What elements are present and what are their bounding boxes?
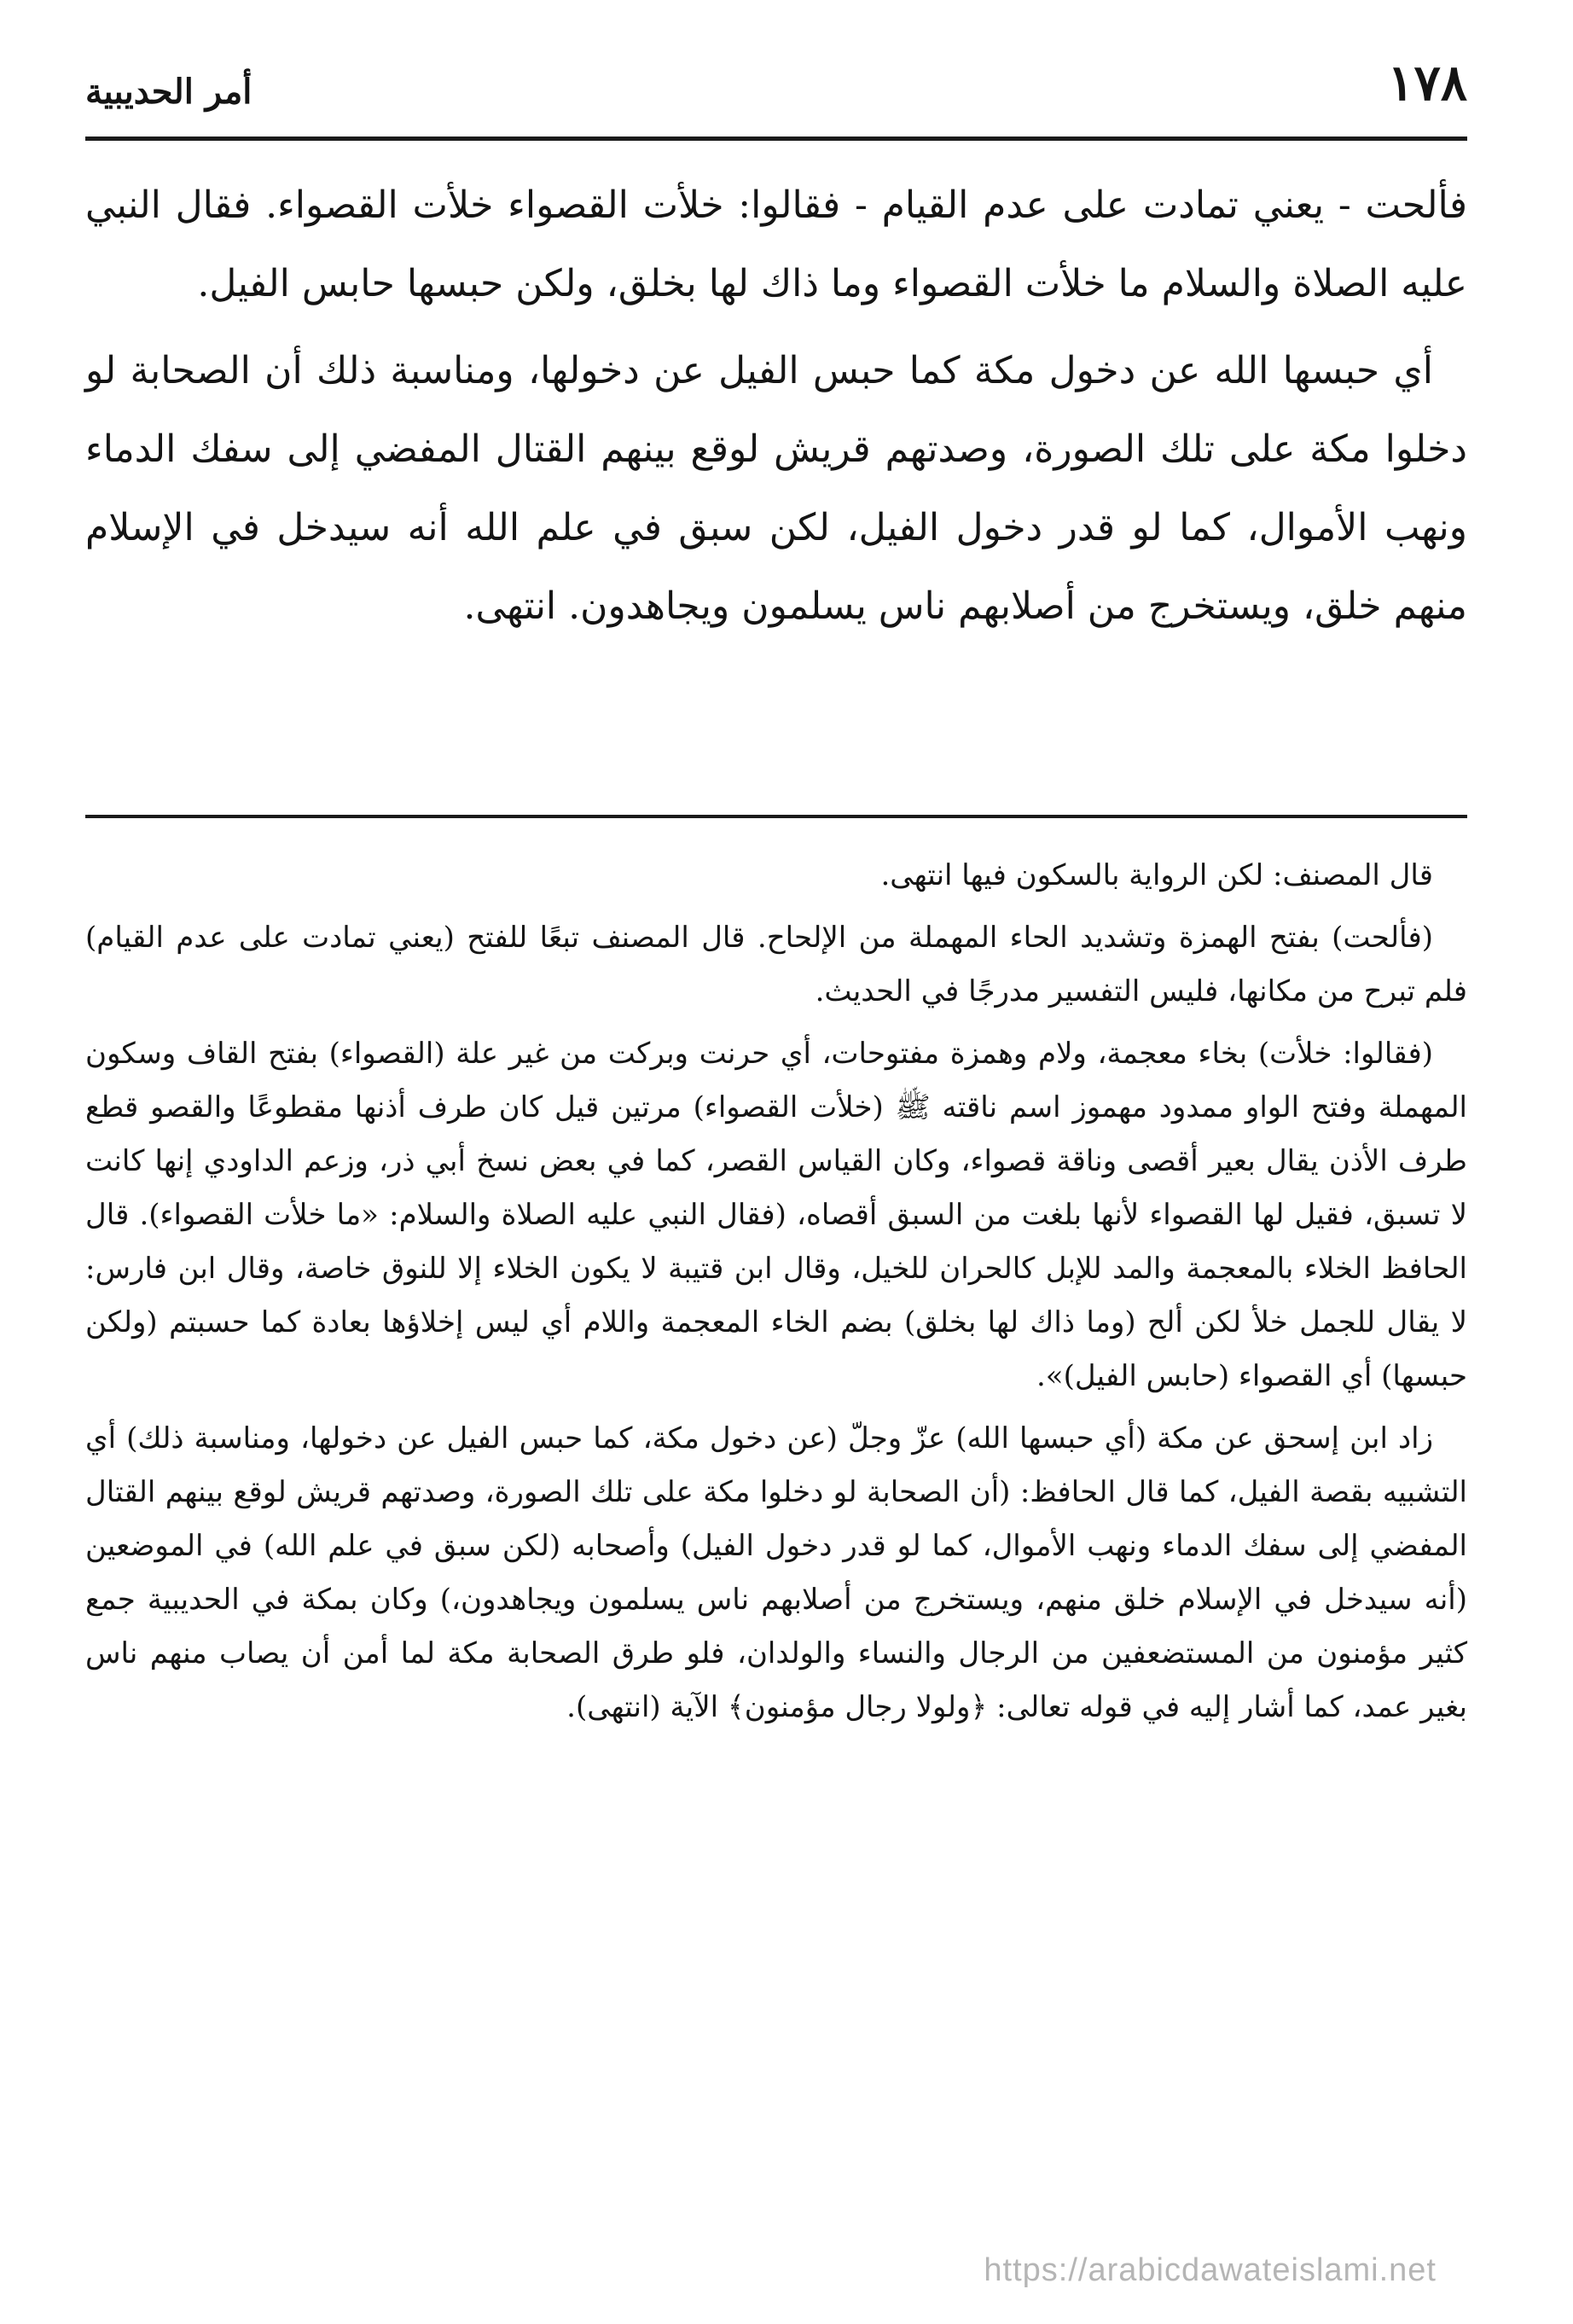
main-paragraph: فألحت - يعني تمادت على عدم القيام - فقالوا: خلأت القصواء خلأت القصواء. فقال النبي عليه الصلاة والسلام ما خلأت القصواء وما ذاك لها بخلق، ولكن حبسها حابس الفيل. — [85, 183, 1467, 305]
page-header — [85, 51, 1467, 137]
commentary-paragraph: (فألحت) بفتح الهمزة وتشديد الحاء المهملة من الإلحاح. قال المصنف تبعًا للفتح (يعني تمادت على عدم القيام) فلم تبرح من مكانها، فليس التفسير مدرجًا في الحديث. — [85, 921, 1467, 1008]
footnote-separator — [85, 815, 1467, 818]
main-text — [85, 166, 1467, 654]
running-title: أمر الحديبية — [85, 72, 252, 112]
main-paragraph: أي حبسها الله عن دخول مكة كما حبس الفيل عن دخولها، ومناسبة ذلك أن الصحابة لو دخلوا مكة على تلك الصورة، وصدتهم قريش لوقع بينهم القتال المفضي إلى سفك الدماء ونهب الأموال، كما لو قدر دخول الفيل، لكن سبق في علم الله أنه سيدخل في الإسلام منهم خلق، ويستخرج من أصلابهم ناس يسلمون ويجاهدون. انتهى. — [85, 349, 1467, 628]
page-number: ١٧٨ — [1387, 54, 1467, 112]
commentary-paragraph: زاد ابن إسحق عن مكة (أي حبسها الله) عزّ وجلّ (عن دخول مكة، كما حبس الفيل عن دخولها، ومناسبة ذلك) أي التشبيه بقصة الفيل، كما قال الحافظ: (أن الصحابة لو دخلوا مكة على تلك الصورة، وصدتهم قريش لوقع بينهم القتال المفضي إلى سفك الدماء ونهب الأموال، كما لو قدر دخول الفيل) وأصحابه (لكن سبق في علم الله) في الموضعين (أنه سيدخل في الإسلام خلق منهم، ويستخرج من أصلابهم ناس يسلمون ويجاهدون،) وكان بمكة في الحديبية جمع كثير مؤمنون من المستضعفين من الرجال والنساء والولدان، فلو طرق الصحابة مكة لما أمن أن يصاب منهم ناس بغير عمد، كما أشار إليه في قوله تعالى: ﴿ولولا رجال مؤمنون﴾ الآية (انتهى). — [85, 1421, 1467, 1724]
source-watermark: https://arabicdawateislami.net — [984, 2252, 1437, 2288]
commentary-text — [85, 849, 1467, 1743]
commentary-paragraph: قال المصنف: لكن الرواية بالسكون فيها انتهى. — [880, 858, 1433, 892]
header-rule — [85, 137, 1467, 141]
commentary-paragraph: (فقالوا: خلأت) بخاء معجمة، ولام وهمزة مفتوحات، أي حرنت وبركت من غير علة (القصواء) بفتح القاف وسكون المهملة وفتح الواو ممدود مهموز اسم ناقته ﷺ (خلأت القصواء) مرتين قيل كان طرف أذنها مقطوعًا والقصو قطع طرف الأذن يقال بعير أقصى وناقة قصواء، وكان القياس القصر، كما في بعض نسخ أبي ذر، وزعم الداودي إنها كانت لا تسبق، فقيل لها القصواء لأنها بلغت من السبق أقصاه، (فقال النبي عليه الصلاة والسلام: «ما خلأت القصواء). قال الحافظ الخلاء بالمعجمة والمد للإبل كالحران للخيل، وقال ابن قتيبة لا يكون الخلاء إلا للنوق خاصة، وقال ابن فارس: لا يقال للجمل خلأ لكن ألح (وما ذاك لها بخلق) بضم الخاء المعجمة واللام أي ليس إخلاؤها بعادة كما حسبتم (ولكن حبسها) أي القصواء (حابس الفيل)». — [85, 1037, 1467, 1393]
